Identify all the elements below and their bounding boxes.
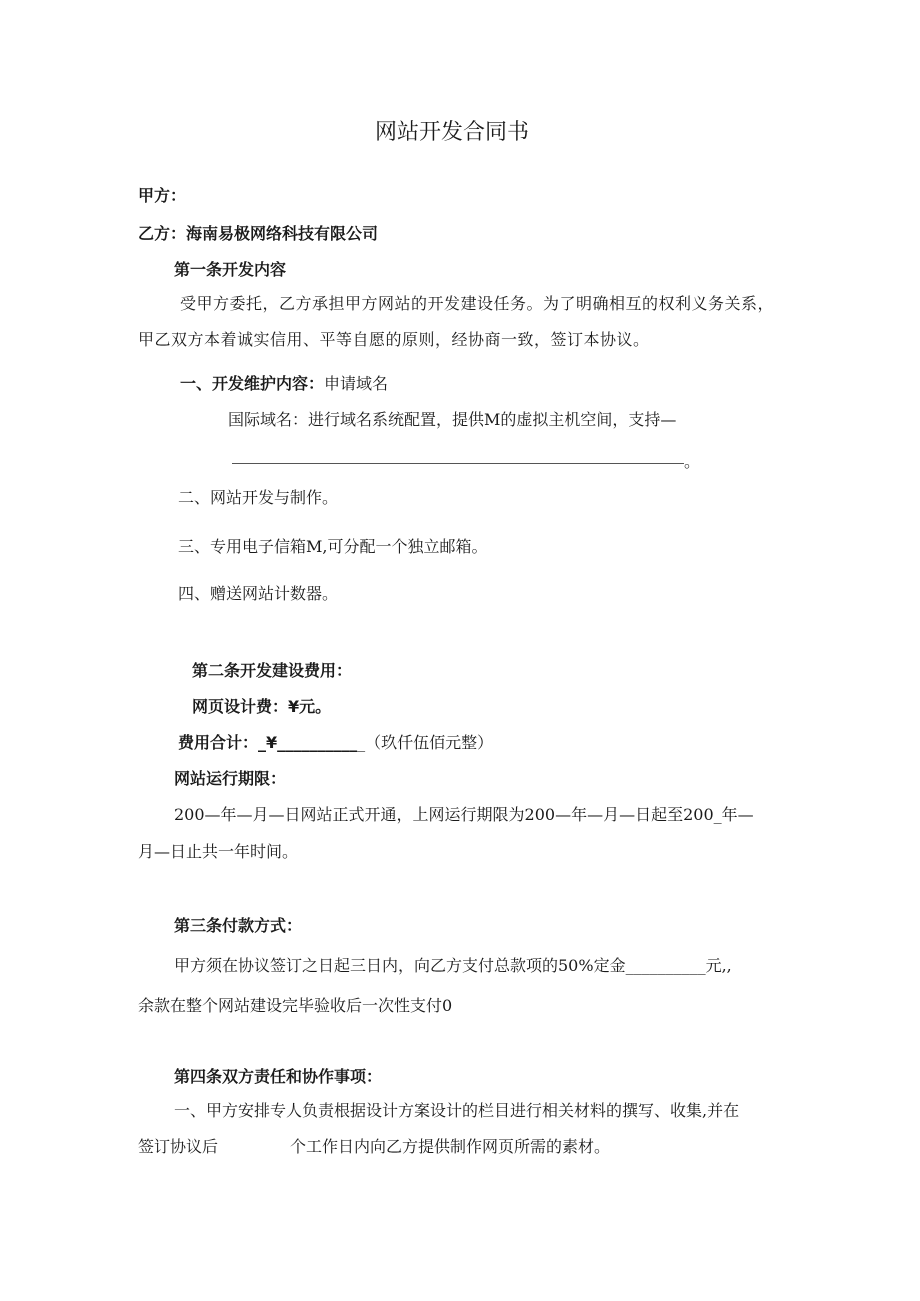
article-3-heading: 第三条付款方式： xyxy=(174,916,303,935)
run-period-line-1: 200—年—月—日网站正式开通，上网运行期限为200—年—月—日起至200_年— xyxy=(174,805,754,824)
item-2: 二、网站开发与制作。 xyxy=(178,488,339,507)
article-1-heading: 第一条开发内容 xyxy=(174,260,287,279)
article-4-paragraph-line-2 xyxy=(138,1136,610,1158)
item-1-value: 申请域名 xyxy=(324,374,389,393)
article-3-paragraph-line-1: 甲方须在协议签订之日起三日内，向乙方支付总款项的50%定金__________元,, xyxy=(174,956,732,975)
total-fee-line xyxy=(178,732,493,754)
article-4-heading: 第四条双方责任和协作事项： xyxy=(174,1067,383,1086)
article-2-heading: 第二条开发建设费用： xyxy=(192,661,353,680)
article-4-line-2-start: 签订协议后 xyxy=(138,1137,219,1156)
design-fee-line: 网页设计费：¥元。 xyxy=(192,697,332,716)
total-fee-amount-words: _（玖仟伍佰元整） xyxy=(357,733,494,752)
article-1-paragraph-line-1: 受甲方委托，乙方承担甲方网站的开发建设任务。为了明确相互的权利义务关系， xyxy=(180,294,775,313)
run-period-heading: 网站运行期限： xyxy=(174,769,287,788)
article-3-paragraph-line-2: 余款在整个网站建设完毕验收后一次性支付0 xyxy=(138,996,453,1015)
article-1-paragraph-line-2: 甲乙双方本着诚实信用、平等自愿的原则，经协商一致，签订本协议。 xyxy=(138,330,650,349)
article-4-line-2-end: 个工作日内向乙方提供制作网页所需的素材。 xyxy=(290,1137,611,1156)
party-a-label: 甲方： xyxy=(138,186,187,205)
blank-fill-line xyxy=(232,463,684,464)
run-period-line-2: 月—日止共一年时间。 xyxy=(138,842,299,861)
total-fee-label: 费用合计：_¥__________ xyxy=(178,733,358,752)
item-3: 三、专用电子信箱M,可分配一个独立邮箱。 xyxy=(178,537,488,556)
item-1-detail: 国际域名：进行域名系统配置，提供M的虚拟主机空间，支持— xyxy=(228,410,677,429)
article-4-paragraph-line-1: 一、甲方安排专人负责根据设计方案设计的栏目进行相关材料的撰写、收集,并在 xyxy=(174,1101,740,1120)
item-4: 四、赠送网站计数器。 xyxy=(178,584,339,603)
item-1-end-mark: 。 xyxy=(684,452,701,471)
document-title: 网站开发合同书 xyxy=(375,120,530,145)
party-b-line: 乙方：海南易极网络科技有限公司 xyxy=(138,224,379,243)
item-1-line xyxy=(180,373,388,395)
item-1-label: 一、开发维护内容： xyxy=(180,374,325,393)
